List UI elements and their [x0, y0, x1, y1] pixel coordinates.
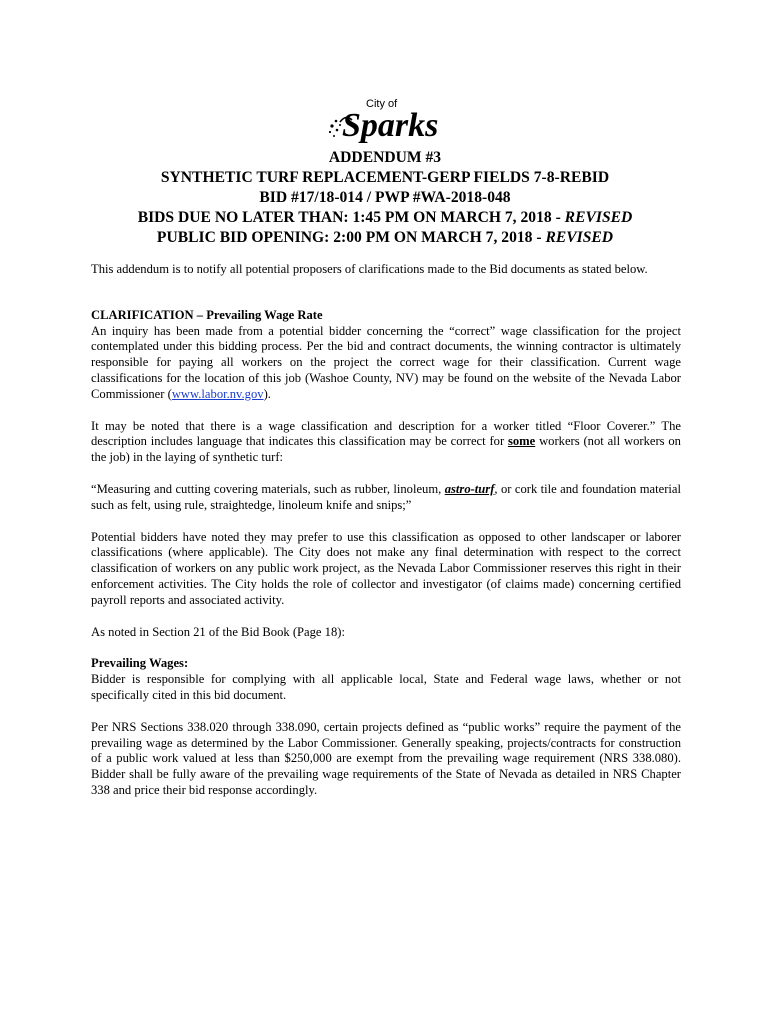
prevailing-wages-heading: Prevailing Wages: [91, 656, 189, 671]
bid-number: BID #17/18-014 / PWP #WA-2018-048 [259, 189, 511, 206]
quote-text-end: , or cork tile and foundation material such as felt, using rule, straightedge, linoleum knife and snips;” [91, 481, 681, 512]
clarification-paragraph [91, 324, 681, 403]
nrs-paragraph: Per NRS Sections 338.020 through 338.090, certain projects defined as “public works” require the payment of the prevailing wage as determined by the Labor Commissioner. Generally speaking, projects/contracts for construction of a public work valued at less than $250,000 are exempt from the prevailing wage requirement (NRS 338.080). Bidder shall be fully aware of the prevailing wage requirements of the State of Nevada as detailed in NRS Chapter 338 and price their bid response accordingly. [91, 719, 681, 797]
prevailing-wages-paragraph: Bidder is responsible for complying with all applicable local, State and Federal wage laws, whether or not specifically cited in this bid document. [91, 672, 681, 702]
quote-paragraph [91, 482, 681, 514]
document-body [91, 262, 681, 799]
potential-bidders-paragraph: Potential bidders have noted they may prefer to use this classification as opposed to other landscaper or laborer classifications (where applicable). The City does not make any final determination with respect to the correct classification of workers on any public work project, as the Nevada Labor Commissioner reserves this right in their enforcement activities. The City holds the role of collector and investigator (of claims made) concerning certified payroll reports and associated activity. [91, 529, 681, 607]
addendum-title: ADDENDUM #3 [328, 149, 442, 166]
some-emphasis: some [507, 434, 536, 449]
bid-opening-text: PUBLIC BID OPENING: 2:00 PM ON MARCH 7, 2018 - [156, 229, 546, 246]
project-title: SYNTHETIC TURF REPLACEMENT-GERP FIELDS 7-8-REBID [160, 169, 610, 186]
city-of-sparks-logo [326, 92, 450, 144]
astro-turf-emphasis: astro-turf [444, 481, 495, 496]
clarification-text: An inquiry has been made from a potential bidder concerning the “correct” wage classification for the project contemplated under this bidding process. Per the bid and contract documents, the winning contractor is ultimately responsible for paying all workers on the project the correct wage for their classification. Current wage classifications for the location of this job (Washoe County, NV) may be found on the website of the Nevada Labor Commissioner ( [91, 323, 681, 401]
as-noted-paragraph: As noted in Section 21 of the Bid Book (Page 18): [91, 624, 345, 639]
bids-due-text: BIDS DUE NO LATER THAN: 1:45 PM ON MARCH 7, 2018 - [137, 209, 565, 226]
logo-sparks-text: Sparks [342, 107, 439, 144]
floor-coverer-text: It may be noted that there is a wage classification and description for a worker titled “Floor Coverer.” The description includes language that indicates this classification may be correct for [91, 418, 681, 449]
bids-due-line [80, 208, 690, 228]
bids-due-revised: REVISED [564, 209, 633, 226]
intro-paragraph: This addendum is to notify all potential proposers of clarifications made to the Bid documents as stated below. [91, 262, 648, 276]
floor-coverer-text-end: workers (not all workers on the job) in the laying of synthetic turf: [91, 434, 681, 465]
bid-opening-revised: REVISED [545, 229, 614, 246]
logo-city-of-text: City of [366, 98, 398, 110]
clarification-heading: CLARIFICATION – Prevailing Wage Rate [91, 307, 323, 322]
bid-opening-line [80, 228, 690, 248]
quote-text: “Measuring and cutting covering materials, such as rubber, linoleum, [91, 481, 445, 496]
clarification-text-end: ). [263, 386, 271, 401]
addendum-header [80, 148, 690, 248]
floor-coverer-paragraph [91, 419, 681, 466]
labor-website-link[interactable]: www.labor.nv.gov [171, 386, 264, 401]
sparks-logo-graphic [326, 92, 450, 144]
